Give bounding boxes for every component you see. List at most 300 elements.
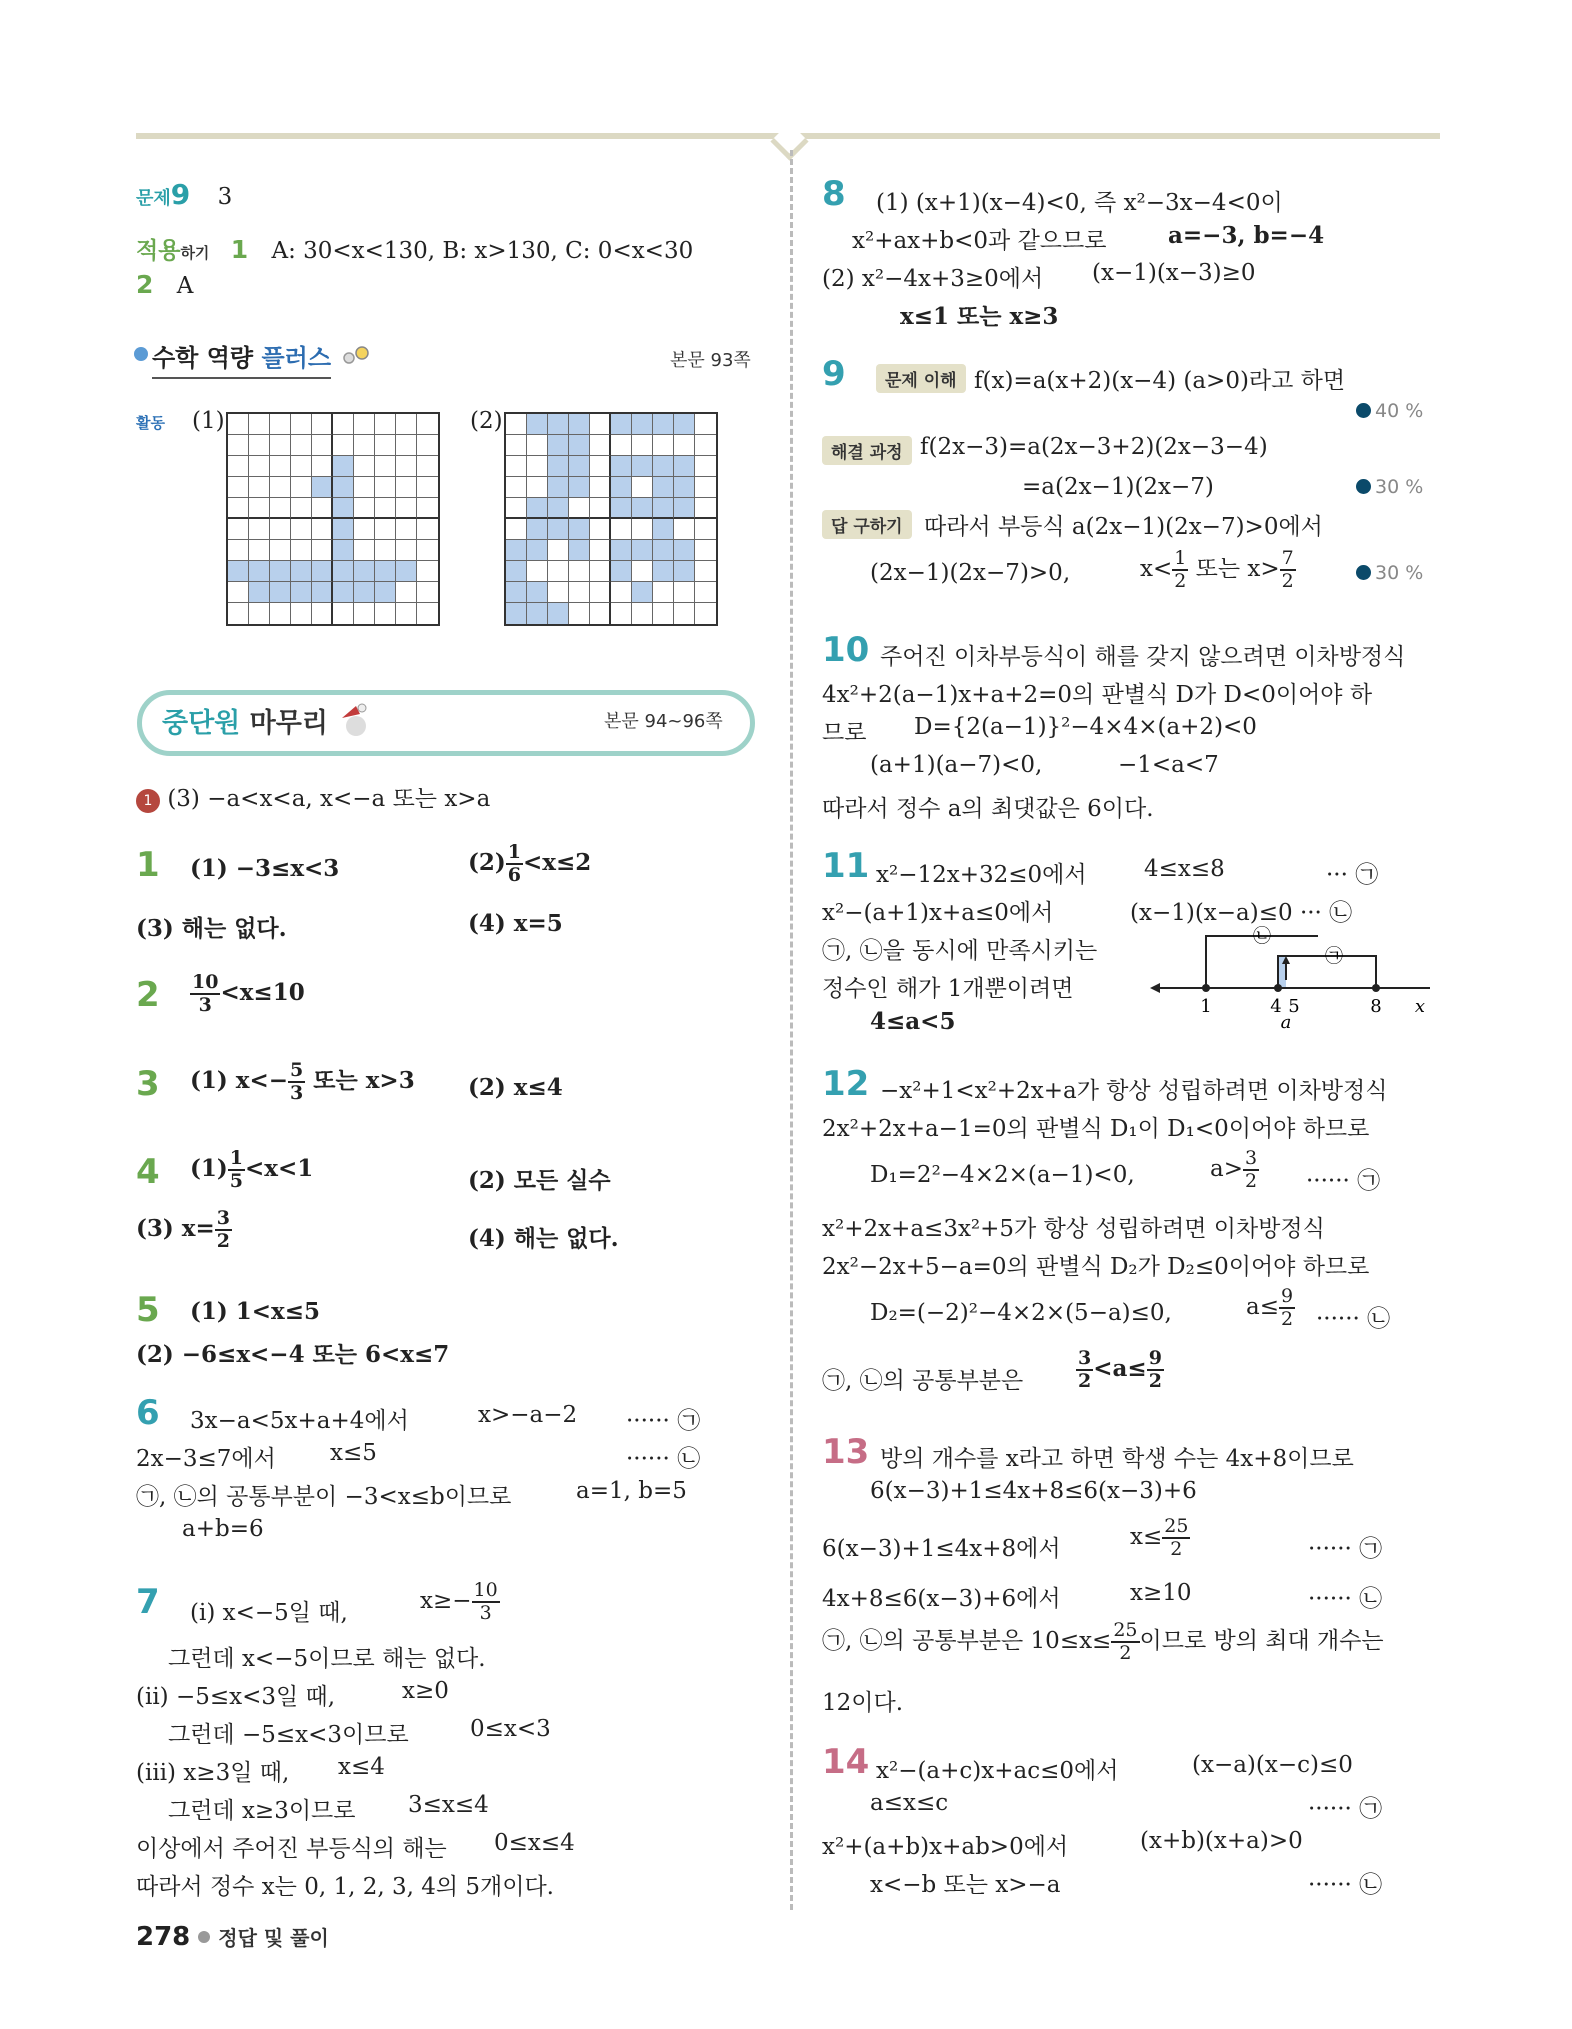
problem-1-b [468,842,591,886]
grid-cell-filled [653,477,674,498]
fraction [1172,548,1188,592]
fraction [288,1060,305,1104]
problem-12-line-3: D₁=2²−4×2×(a−1)<0, [870,1162,1135,1188]
grid-cell [653,603,674,624]
grid-cell [249,540,270,561]
numerator: 3 [216,1207,230,1229]
problem-3-a-suffix: 또는 x>3 [313,1067,415,1094]
problem-14-number: 14 [822,1742,870,1782]
grid-cell [375,603,396,624]
grid-cell [270,477,291,498]
fraction [1280,548,1296,592]
grid-cell-filled [674,414,695,435]
problem-7-line-6: 그런데 x≥3이므로 [168,1798,356,1824]
grid-cell [674,519,695,540]
grid-cell-filled [312,561,333,582]
suffix: 이므로 방의 최대 개수는 [1139,1628,1384,1654]
magnifier-icon [340,344,370,366]
plus-page-ref: 본문 93쪽 [670,350,751,371]
problem-13-line-6: 12이다. [822,1690,904,1716]
grid-cell [569,561,590,582]
grid-cell [375,435,396,456]
problem-11-ref-1: ··· ㉠ [1326,862,1379,888]
dots: ······ [626,1446,670,1472]
problem-12-line-7-result [1076,1348,1164,1392]
grid-cell-filled [548,456,569,477]
problem-11-line-3: ㉠, ㉡을 동시에 만족시키는 [822,938,1098,964]
grid-cell [270,414,291,435]
grid-cell [695,519,716,540]
denominator: 2 [1174,570,1187,592]
denominator: 2 [1281,570,1294,592]
problem-6-line-2-result: x≤5 [330,1440,377,1466]
grid-cell [653,582,674,603]
grid-cell-filled [333,561,354,582]
problem-8-number: 8 [822,174,846,214]
grid-cell-filled [632,456,653,477]
problem-14-line-3: x²+(a+b)x+ab>0에서 [822,1834,1069,1860]
fraction [1147,1348,1164,1392]
problem-7-line-1-prefix: x≥− [420,1588,472,1614]
q9-label: 문제 [136,188,171,209]
grid-cell [228,456,249,477]
grid-cell [375,414,396,435]
problem-8-line-3: (2) x²−4x+3≥0에서 [822,266,1044,292]
problem-13-line-3: 6(x−3)+1≤4x+8에서 [822,1536,1061,1562]
grid-cell [312,456,333,477]
numerator: 1 [1174,547,1187,569]
grid-cell-filled [611,477,632,498]
grid-cell [632,603,653,624]
prefix: x≤ [1130,1524,1163,1550]
grid-cell-filled [569,477,590,498]
problem-2-answer [190,972,305,1016]
denominator: 2 [216,1230,230,1252]
problem-6-line-3-result: a=1, b=5 [576,1478,687,1504]
grid-cell-filled [375,561,396,582]
chapter-review-title-accent: 마무리 [249,708,328,739]
problem-5-a: (1) 1<x≤5 [190,1298,321,1325]
grid-cell [270,540,291,561]
problem-13-line-1: 방의 개수를 x라고 하면 학생 수는 4x+8이므로 [880,1446,1354,1472]
grid-cell-filled [333,540,354,561]
grid-cell [653,435,674,456]
grid-cell [632,561,653,582]
problem-14-ref-2: ······ ㉡ [1308,1872,1383,1898]
problem-6-line-2: 2x−3≤7에서 [136,1446,276,1472]
percent-value: 40 % [1375,400,1424,422]
grid-cell-filled [228,561,249,582]
grid-cell [590,540,611,561]
denominator: 3 [290,1082,304,1104]
grid-cell [590,456,611,477]
problem-9-line-1: f(x)=a(x+2)(x−4) (a>0)라고 하면 [974,368,1346,394]
grid-cell-filled [506,561,527,582]
problem-10-line-4: (a+1)(a−7)<0, [870,752,1043,778]
grid-cell-filled [632,540,653,561]
grid-cell-filled [354,582,375,603]
grid-cell [695,561,716,582]
problem-11-number: 11 [822,846,870,886]
grid-cell [506,435,527,456]
grid-cell-filled [527,540,548,561]
grid-cell [569,603,590,624]
application-1-answer: A: 30<x<130, B: x>130, C: 0<x<30 [271,238,694,264]
grid-cell [506,519,527,540]
chapter-review-title [162,701,328,740]
problem-7-line-1: (ⅰ) x<−5일 때, [190,1600,348,1626]
denominator: 2 [1170,1538,1183,1560]
problem-7-line-5-result: x≤4 [338,1754,385,1780]
problem-7-line-8: 따라서 정수 x는 0, 1, 2, 3, 4의 5개이다. [136,1874,554,1900]
problem-14-line-1-result: (x−a)(x−c)≤0 [1192,1752,1353,1778]
grid-cell [695,582,716,603]
grid-cell-filled [333,498,354,519]
problem-10-line-3: 므로 [822,720,867,746]
numerator: 3 [1244,1147,1258,1169]
problem-7-line-6-result: 3≤x≤4 [408,1792,489,1818]
grid-cell [590,561,611,582]
column-divider [790,150,793,1910]
problem-7-line-7: 이상에서 주어진 부등식의 해는 [136,1836,447,1862]
grid-cell [527,435,548,456]
grid-cell [527,456,548,477]
denominator: 3 [198,994,212,1016]
grid-cell [695,414,716,435]
problem-6-ref-1 [626,1402,700,1435]
fraction [1076,1348,1093,1392]
grid-cell [291,477,312,498]
problem-7-line-1-result [420,1580,500,1624]
denominator: 2 [1078,1370,1092,1392]
grid-cell-filled [569,435,590,456]
problem-12-line-1: −x²+1<x²+2x+a가 항상 성립하려면 이차방정식 [880,1078,1388,1104]
grid-cell-filled [527,519,548,540]
tick-label-1: 1 [1200,996,1212,1017]
grid-cell [590,498,611,519]
grid-cell [354,477,375,498]
grid-cell [375,477,396,498]
problem-12-line-5: 2x²−2x+5−a=0의 판별식 D₂가 D₂≤0이어야 하므로 [822,1254,1370,1280]
problem-4-b: (2) 모든 실수 [468,1167,611,1194]
grid-cell-filled [354,561,375,582]
grid-cell-filled [653,561,674,582]
problem-8-line-2-result: a=−3, b=−4 [1168,222,1325,249]
grid-cell [417,561,438,582]
problem-9-line-5-result [1140,548,1296,592]
grid-cell [674,603,695,624]
grid-cell-filled [548,477,569,498]
problem-14-line-2: a≤x≤c [870,1790,949,1816]
problem-1-c: (3) 해는 없다. [136,915,287,942]
grid-cell-filled [569,519,590,540]
grid-cell [396,435,417,456]
axis-arrow-icon [1150,983,1160,993]
grid-cell-filled [548,414,569,435]
grid-cell [590,519,611,540]
plus-bullet-icon [134,347,148,361]
problem-10-line-2: 4x²+2(a−1)x+a+2=0의 판별식 D가 D<0이어야 하 [822,682,1373,708]
grid-cell [228,477,249,498]
problem-7-line-3-result: x≥0 [402,1678,449,1704]
numerator: 9 [1280,1285,1294,1307]
point-4 [1274,984,1282,992]
grid-cell-filled [569,456,590,477]
grid-cell-filled [291,582,312,603]
chapter-review-title-main: 중단원 [162,708,241,739]
grid-cell [333,414,354,435]
problem-7-line-7-result: 0≤x≤4 [494,1830,575,1856]
grid-cell [270,435,291,456]
problem-13-line-2: 6(x−3)+1≤4x+8≤6(x−3)+6 [870,1478,1197,1504]
problem-4-number: 4 [136,1152,160,1192]
prefix: a> [1210,1156,1243,1182]
denominator: 2 [1244,1170,1258,1192]
problem-13-line-4: 4x+8≤6(x−3)+6에서 [822,1586,1061,1612]
problem-1-d: (4) x=5 [468,910,563,937]
problem-1-b-suffix: <x≤2 [523,849,592,876]
grid-cell-filled [548,603,569,624]
grid-cell [506,414,527,435]
grid-cell-filled [396,561,417,582]
grid-cell-filled [312,477,333,498]
problem-12-line-6: D₂=(−2)²−4×2×(5−a)≤0, [870,1300,1172,1326]
grid-cell-filled [611,561,632,582]
problem-10-number: 10 [822,630,870,670]
denominator: 3 [479,1602,492,1624]
fraction [1279,1286,1295,1330]
label-a: a [1280,1012,1292,1030]
problem-12-number: 12 [822,1064,870,1104]
middle: <a≤ [1093,1355,1147,1382]
problem-11-line-4: 정수인 해가 1개뿐이려면 [822,976,1074,1002]
circled-ref: ㉡ [677,1446,701,1472]
grid-cell-filled [611,540,632,561]
grid-cell-filled [632,414,653,435]
problem-11-line-5: 4≤a<5 [870,1008,956,1035]
problem-6-line-1: 3x−a<5x+a+4에서 [190,1408,409,1434]
grid-cell [312,435,333,456]
grid-cell [291,498,312,519]
grid-cell [291,540,312,561]
grid-2-label: (2) [470,408,503,434]
grid-cell-filled [653,498,674,519]
dots: ······ [626,1408,670,1434]
tick-label-8: 8 [1370,996,1382,1017]
problem-14-line-3-result: (x+b)(x+a)>0 [1140,1828,1303,1854]
grid-cell-filled [674,561,695,582]
grid-cell [527,477,548,498]
grid-cell [228,498,249,519]
page-footer [136,1922,329,1952]
problem-9-percent-2 [1356,476,1423,498]
grid-cell-filled [270,561,291,582]
middle: 또는 x> [1195,556,1280,582]
grid-cell [333,603,354,624]
problem-12-line-2: 2x²+2x+a−1=0의 판별식 D₁이 D₁<0이어야 하므로 [822,1116,1370,1142]
problem-13-ref-2: ······ ㉡ [1308,1586,1383,1612]
grid-cell [506,498,527,519]
fraction [506,842,523,886]
grid-cell [632,477,653,498]
denominator: 2 [1119,1642,1132,1664]
grid-cell-filled [653,414,674,435]
fraction [228,1148,245,1192]
grid-cell-filled [333,456,354,477]
grid-cell [590,414,611,435]
application-line-1 [136,232,693,265]
grid-cell [695,603,716,624]
grid-cell [417,456,438,477]
problem-0-answer: (3) −a<x<a, x<−a 또는 x>a [167,786,491,812]
grid-cell [249,498,270,519]
grid-cell [291,456,312,477]
application-label-suffix: 하기 [180,244,210,262]
problem-9-line-2: f(2x−3)=a(2x−3+2)(2x−3−4) [920,434,1268,460]
grid-cell [375,519,396,540]
prefix: x< [1140,556,1173,582]
problem-9-line-3: =a(2x−1)(2x−7) [1022,474,1214,500]
grid-cell [695,456,716,477]
grid-cell [569,498,590,519]
problem-5-b: (2) −6≤x<−4 또는 6<x≤7 [136,1341,450,1368]
percent-value: 30 % [1375,562,1424,584]
grid-cell-filled [653,540,674,561]
grid-cell-filled [249,561,270,582]
page-number: 278 [136,1922,191,1952]
problem-14-line-4: x<−b 또는 x>−a [870,1872,1061,1898]
numerator: 3 [1078,1347,1092,1369]
grid-cell-filled [674,477,695,498]
grid-cell [396,477,417,498]
grid-cell [249,477,270,498]
problem-13-line-3-result [1130,1516,1190,1560]
grid-cell [249,414,270,435]
problem-8-line-1: (1) (x+1)(x−4)<0, 즉 x²−3x−4<0이 [876,190,1283,216]
problem-13-line-4-result: x≥10 [1130,1580,1192,1606]
grid-cell-filled [506,582,527,603]
problem-9-tag-process: 해결 과정 [822,436,912,465]
grid-cell [333,435,354,456]
grid-cell [548,582,569,603]
grid-cell [417,540,438,561]
grid-cell-filled [312,582,333,603]
grid-cell [611,435,632,456]
percent-value: 30 % [1375,476,1424,498]
chapter-review-page-ref: 본문 94~96쪽 [604,711,723,732]
point-1 [1202,984,1210,992]
problem-11-line-2: x²−(a+1)x+a≤0에서 [822,900,1054,926]
problem-1-b-prefix: (2) [468,849,506,876]
grid-cell [674,582,695,603]
grid-cell [396,498,417,519]
footer-dot-icon [198,1931,210,1943]
grid-cell [375,540,396,561]
problem-7-line-3: (ⅱ) −5≤x<3일 때, [136,1684,336,1710]
problem-13-line-5 [822,1620,1384,1664]
numerator: 1 [229,1147,244,1169]
problem-11-line-1: x²−12x+32≤0에서 [876,862,1087,888]
problem-9-number: 9 [822,354,846,394]
grid-cell [312,519,333,540]
label-circle-2: ㉡ [1253,926,1271,947]
denominator: 2 [1148,1370,1162,1392]
grid-cell [695,477,716,498]
problem-10-line-3-result: D={2(a−1)}²−4×4×(a+2)<0 [914,714,1257,740]
problem-9-line-4: 따라서 부등식 a(2x−1)(2x−7)>0에서 [924,514,1323,540]
grid-cell [249,456,270,477]
grid-cell [396,582,417,603]
problem-1-number: 1 [136,845,160,885]
grid-cell [417,498,438,519]
grid-cell [695,498,716,519]
grid-cell-filled [674,498,695,519]
grid-cell [611,519,632,540]
problem-3-a-prefix: (1) x<− [190,1067,289,1094]
grid-cell [417,582,438,603]
grid-cell [249,435,270,456]
grid-cell-filled [611,498,632,519]
problem-12-ref-1: ······ ㉠ [1306,1168,1381,1194]
grid-cell-filled [333,582,354,603]
grid-cell [527,561,548,582]
grid-cell-filled [653,456,674,477]
problem-9-percent-3 [1356,562,1423,584]
problem-4-c [136,1208,232,1252]
grid-cell-filled [270,582,291,603]
grid-cell [548,561,569,582]
q9-number: 9 [170,178,191,211]
problem-12-line-4: x²+2x+a≤3x²+5가 항상 성립하려면 이차방정식 [822,1216,1325,1242]
grid-cell [354,498,375,519]
tick-label-4: 4 [1270,996,1282,1017]
grid-cell [228,414,249,435]
problem-12-line-3-result [1210,1148,1259,1192]
problem-6-ref-2 [626,1440,700,1473]
problem-14-line-1: x²−(a+c)x+ac≤0에서 [876,1758,1119,1784]
numerator: 9 [1148,1347,1162,1369]
application-line-2 [136,270,193,299]
grid-cell [270,603,291,624]
grid-cell-filled [291,561,312,582]
label-circle-1: ㉠ [1325,946,1343,967]
grid-cell [611,603,632,624]
problem-1-a: (1) −3≤x<3 [190,855,340,882]
grid-cell [270,498,291,519]
percent-dot-icon [1356,403,1371,418]
numerator: 5 [290,1059,304,1081]
problem-11-line-1-result: 4≤x≤8 [1144,856,1225,882]
grid-cell [506,477,527,498]
problem-9-percent-1 [1356,400,1423,422]
grid-cell [396,603,417,624]
grid-cell [632,435,653,456]
grid-cell [228,435,249,456]
problem-7-line-4: 그런데 −5≤x<3이므로 [168,1722,409,1748]
grid-cell [590,603,611,624]
grid-cell-filled [506,603,527,624]
denominator: 6 [507,864,522,886]
grid-cell [396,456,417,477]
fraction [1243,1148,1259,1192]
problem-12-line-6-result [1246,1286,1295,1330]
problem-0-badge: 1 [136,789,160,813]
grid-cell [228,603,249,624]
grid-cell [417,477,438,498]
grid-cell [506,456,527,477]
problem-6-line-4: a+b=6 [182,1516,264,1542]
pushpin-icon [334,700,374,740]
